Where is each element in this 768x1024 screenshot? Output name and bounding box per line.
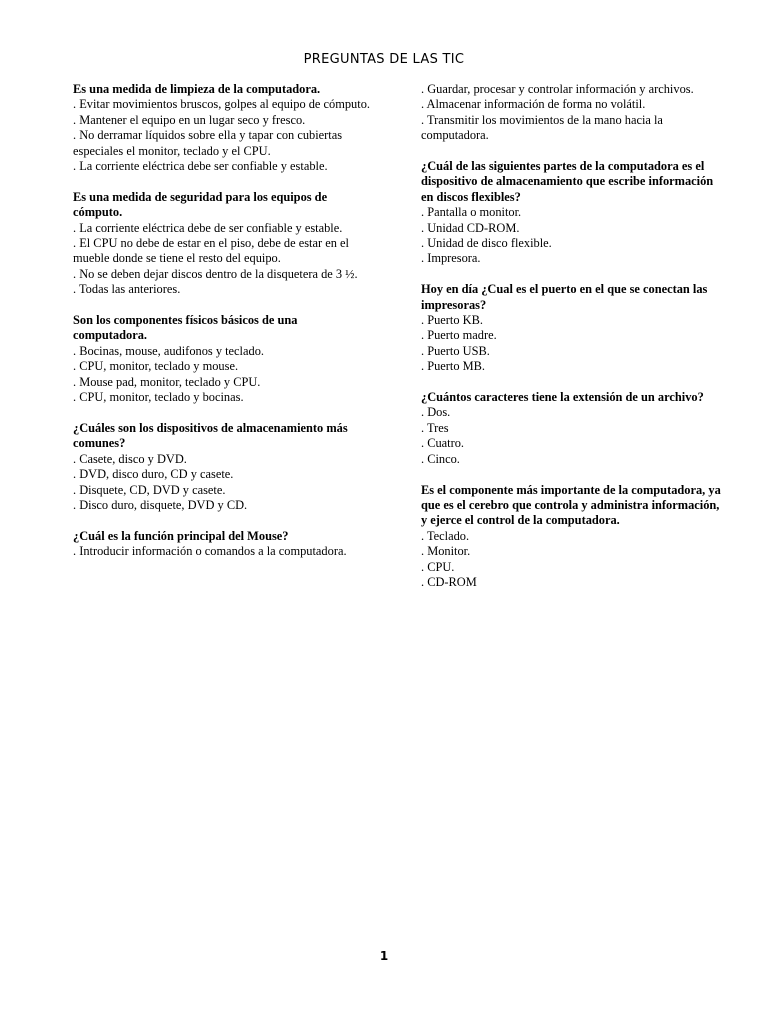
question-text: ¿Cuál es la función principal del Mouse? xyxy=(73,528,289,543)
question-block xyxy=(73,82,373,174)
question-text: Son los componentes físicos básicos de una computadora. xyxy=(73,313,298,343)
question-text: Es una medida de seguridad para los equipos de cómputo. xyxy=(73,189,328,220)
question-text: Es el componente más importante de la computadora, ya que es el cerebro que controla y administra información, y ejerce el control de la computadora. xyxy=(421,482,721,528)
answer-option: . Pantalla o monitor. xyxy=(421,205,522,220)
answer-option: . No derramar líquidos sobre ella y tapar con cubiertas especiales el monitor, teclado y el CPU. xyxy=(73,128,343,158)
answer-option: . Tres xyxy=(421,420,449,435)
question-block xyxy=(421,390,723,467)
answer-option: . Puerto USB. xyxy=(421,343,490,358)
question-block xyxy=(421,82,723,144)
answer-option: . Puerto MB. xyxy=(421,359,486,374)
answer-option: . Evitar movimientos bruscos, golpes al equipo de cómputo. xyxy=(73,97,370,112)
answer-option: . La corriente eléctrica debe de ser confiable y estable. xyxy=(73,220,343,235)
answer-option: . Unidad de disco flexible. xyxy=(421,236,552,251)
right-column xyxy=(421,82,723,606)
answer-option: . Dos. xyxy=(421,405,451,420)
answer-option: . Unidad CD-ROM. xyxy=(421,220,520,235)
answer-option: . Cinco. xyxy=(421,451,460,466)
page-number: 1 xyxy=(379,949,389,963)
question-text: Hoy en día ¿Cual es el puerto en el que se conectan las impresoras? xyxy=(421,282,708,312)
question-block xyxy=(73,190,373,298)
answer-option: . Disco duro, disquete, DVD y CD. xyxy=(73,497,248,512)
answer-option: . Puerto KB. xyxy=(421,313,483,328)
question-block xyxy=(73,529,373,560)
answer-option: . Mantener el equipo en un lugar seco y fresco. xyxy=(73,112,306,127)
answer-option: . Puerto madre. xyxy=(421,328,497,343)
answer-option: . Todas las anteriores. xyxy=(73,282,181,297)
question-text: ¿Cuál de las siguientes partes de la computadora es el dispositivo de almacenamiento que escribe información en discos flexibles? xyxy=(421,159,714,204)
answer-option: . La corriente eléctrica debe ser confiable y estable. xyxy=(73,159,328,174)
answer-option: . CPU. xyxy=(421,559,455,574)
answer-option: . Almacenar información de forma no volátil. xyxy=(421,97,646,112)
answer-option: . Teclado. xyxy=(421,528,470,543)
question-block xyxy=(421,159,723,267)
answer-option: . Mouse pad, monitor, teclado y CPU. xyxy=(73,374,261,389)
question-text: ¿Cuáles son los dispositivos de almacenamiento más comunes? xyxy=(73,420,348,451)
answer-option: . El CPU no debe de estar en el piso, debe de estar en el mueble donde se tiene el resto del equipo. xyxy=(73,236,349,266)
answer-option: . No se deben dejar discos dentro de la disquetera de 3 ½. xyxy=(73,266,358,281)
answer-option: . DVD, disco duro, CD y casete. xyxy=(73,467,234,482)
answer-option: . Cuatro. xyxy=(421,436,465,451)
question-block xyxy=(73,421,373,513)
answer-option: . CPU, monitor, teclado y bocinas. xyxy=(73,390,244,405)
question-text: Es una medida de limpieza de la computadora. xyxy=(73,82,321,96)
question-block xyxy=(421,483,723,591)
question-block xyxy=(73,313,373,405)
question-block xyxy=(421,282,723,374)
question-text: ¿Cuántos caracteres tiene la extensión de un archivo? xyxy=(421,390,704,405)
page-title: PREGUNTAS DE LAS TIC xyxy=(303,52,465,67)
answer-option: . Monitor. xyxy=(421,544,471,559)
answer-option: . Guardar, procesar y controlar información y archivos. xyxy=(421,82,694,96)
answer-option: . Impresora. xyxy=(421,251,481,266)
answer-option: . Disquete, CD, DVD y casete. xyxy=(73,482,226,497)
answer-option: . Transmitir los movimientos de la mano hacia la computadora. xyxy=(421,112,663,143)
left-column xyxy=(73,82,373,575)
answer-option: . Bocinas, mouse, audifonos y teclado. xyxy=(73,343,264,358)
answer-option: . CPU, monitor, teclado y mouse. xyxy=(73,359,239,374)
answer-option: . Introducir información o comandos a la computadora. xyxy=(73,544,347,559)
answer-option: . Casete, disco y DVD. xyxy=(73,451,187,466)
answer-option: . CD-ROM xyxy=(421,574,477,589)
